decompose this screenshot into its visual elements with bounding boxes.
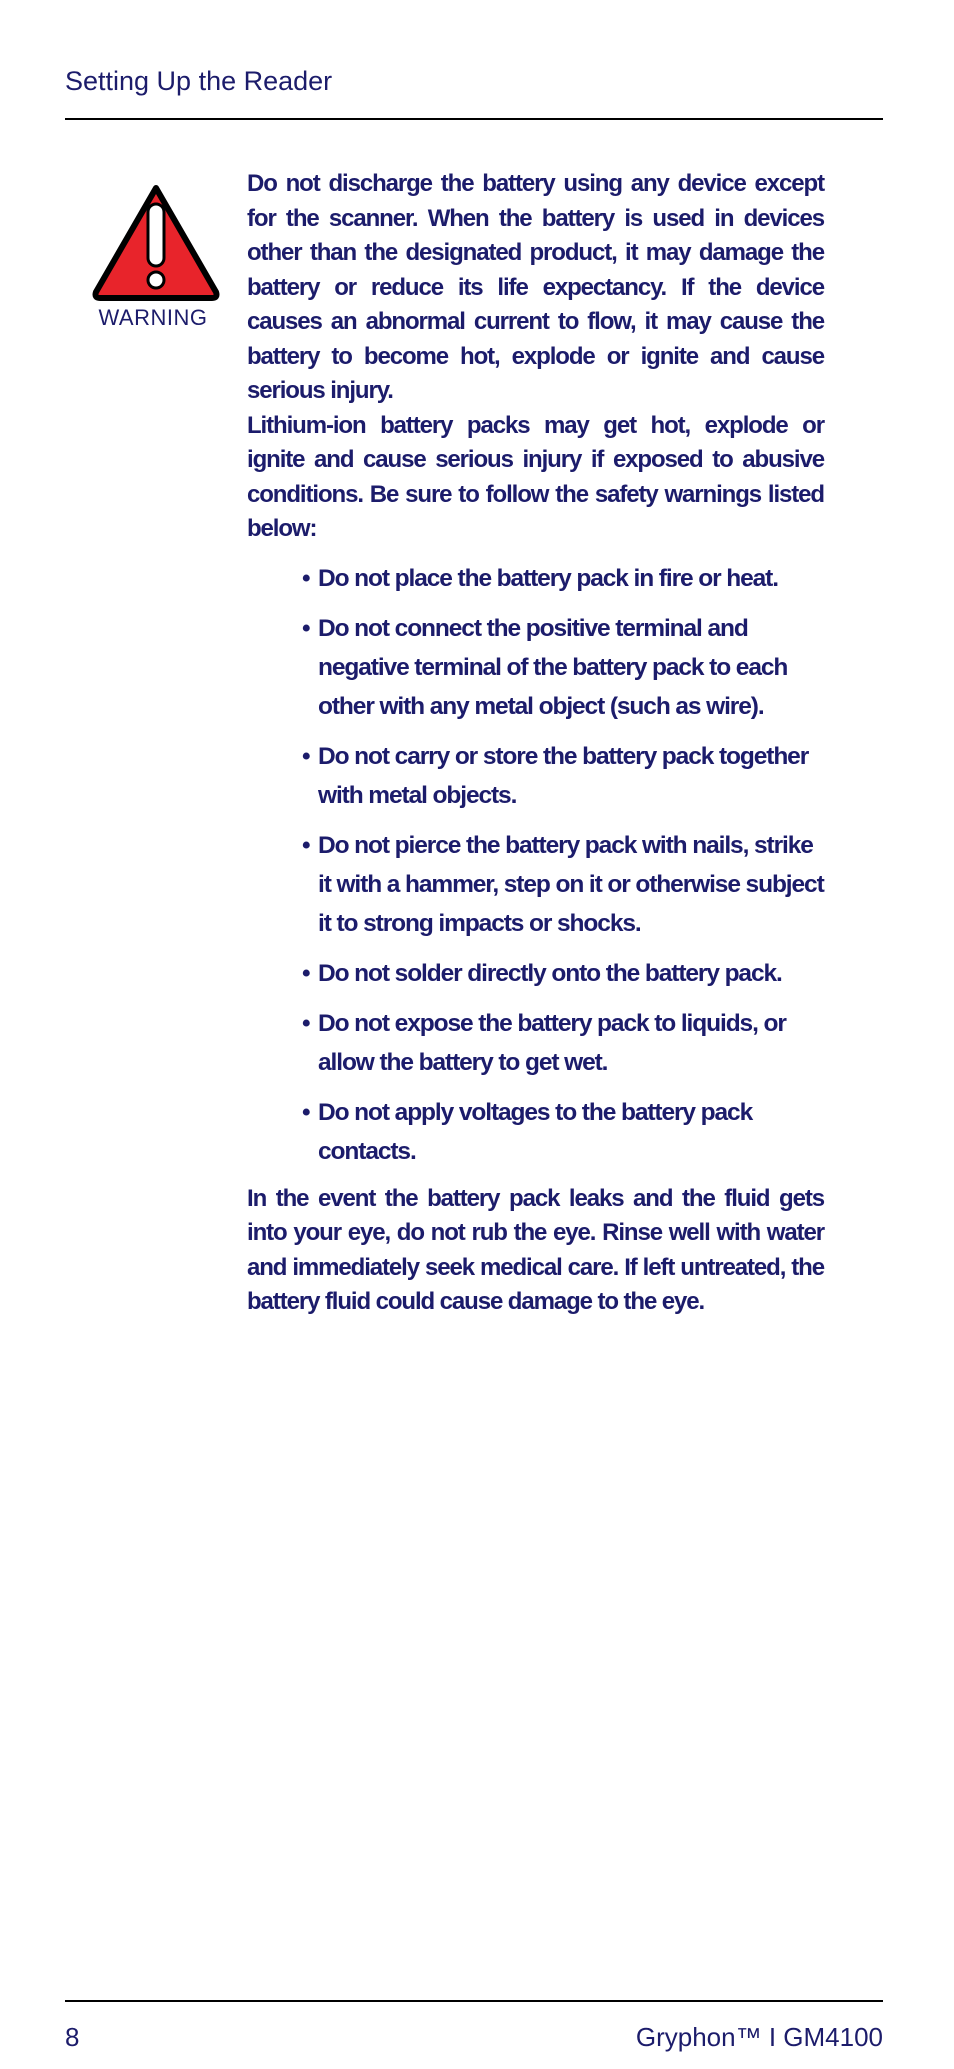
footer-rule (65, 2000, 883, 2002)
bullet-dot: • (302, 742, 310, 770)
header-rule (65, 118, 883, 120)
list-item (302, 737, 824, 815)
bullet-dot: • (302, 614, 310, 642)
paragraph-lithium-ion: Lithium-ion battery packs may get hot, explode or ignite and cause serious injury if exposed to abusive conditions. Be sure to follow the safety warnings listed below: (247, 411, 824, 542)
list-item-text: Do not connect the positive terminal and negative terminal of the battery pack to each other with any metal object (such as wire). (318, 614, 788, 720)
paragraph-eye-contact: In the event the battery pack leaks and the fluid gets into your eye, do not rub the eye. Rinse well with water and immediately seek medical care. If left untreated, the battery fluid could cause damage to the eye. (247, 1184, 824, 1315)
list-item (302, 954, 824, 993)
warning-label: WARNING (98, 305, 208, 330)
list-item-text: Do not apply voltages to the battery pack contacts. (318, 1098, 753, 1165)
list-item (302, 609, 824, 726)
list-item (302, 1004, 824, 1082)
bullet-dot: • (302, 959, 310, 987)
bullet-dot: • (302, 1009, 310, 1037)
page-number: 8 (65, 2022, 80, 2052)
list-item-text: Do not pierce the battery pack with nails, strike it with a hammer, step on it or otherwise subject it to strong impacts or shocks. (318, 831, 824, 937)
list-item-text: Do not place the battery pack in fire or heat. (318, 564, 778, 592)
running-header: Setting Up the Reader (65, 66, 333, 96)
list-item-text: Do not expose the battery pack to liquids, or allow the battery to get wet. (318, 1009, 786, 1076)
list-item-text: Do not solder directly onto the battery pack. (318, 959, 782, 987)
list-item (302, 559, 824, 598)
bullet-dot: • (302, 831, 310, 859)
bullet-dot: • (302, 1098, 310, 1126)
safety-bullet-list (247, 559, 824, 1171)
footer-product-title: Gryphon™ I GM4100 (635, 2022, 883, 2052)
list-item (302, 1093, 824, 1171)
warning-triangle-icon (88, 180, 224, 304)
bullet-dot: • (302, 564, 310, 592)
warning-body (247, 167, 824, 1320)
list-item (302, 826, 824, 943)
paragraph-discharge: Do not discharge the battery using any device except for the scanner. When the battery is used in devices other than the designated product, it may damage the battery or reduce its life expectancy. If the device causes an abnormal current to flow, it may cause the battery to become hot, explode or ignite and cause serious injury. (247, 170, 824, 404)
list-item-text: Do not carry or store the battery pack together with metal objects. (318, 742, 809, 809)
